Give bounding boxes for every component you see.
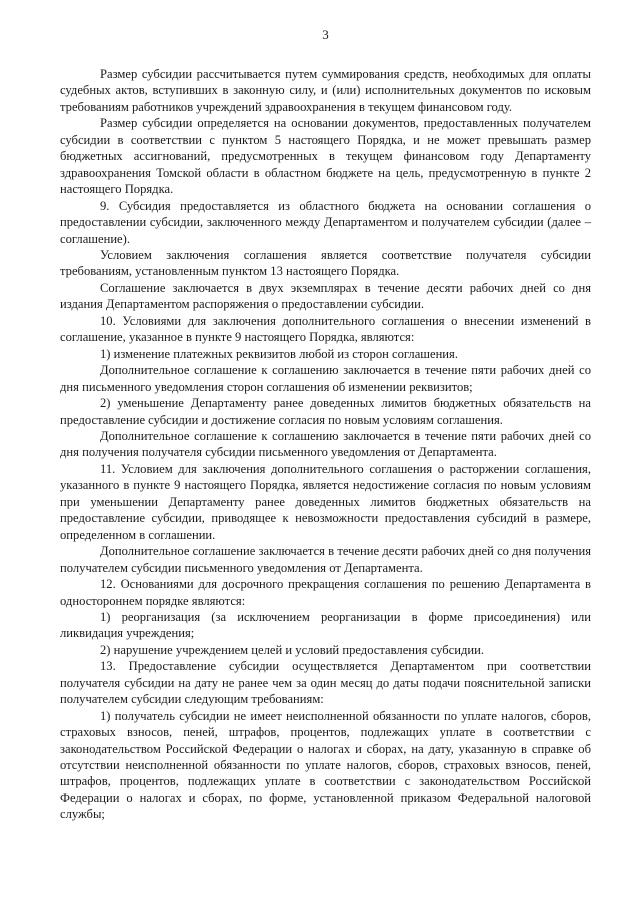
paragraph-agreement-condition: Условием заключения соглашения является соответствие получателя субсидии требованиям, установленным пунктом 13 настоящего Порядка. [60,247,591,279]
paragraph-additional-agreement-1: Дополнительное соглашение к соглашению заключается в течение пяти рабочих дней со дня письменного уведомления сторон соглашения об изменении реквизитов; [60,363,591,394]
page-number: 3 [322,27,329,42]
paragraph-clause-10: 10. Условиями для заключения дополнительного соглашения о внесении изменений в соглашение, указанное в пункте 9 настоящего Порядка, являются: [60,313,591,345]
paragraph-clause-12-item-2: 2) нарушение учреждением целей и условий предоставления субсидии. [100,642,485,657]
paragraph-additional-agreement-2: Дополнительное соглашение к соглашению заключается в течение пяти рабочих дней со дня получения получателя субсидии письменного уведомления от Департамента. [60,428,591,460]
paragraph-additional-agreement-3: Дополнительное соглашение заключается в течение десяти рабочих дней со дня получения получателем субсидии письменного уведомления от Департамента. [60,544,591,575]
paragraph-clause-13: 13. Предоставление субсидии осуществляется Департаментом при соответствии получателя субсидии на дату не ранее чем за один месяц до даты подачи пояснительной записки получателем субсидии следующим требованиям: [60,659,591,707]
paragraph-clause-12-item-1: 1) реорганизация (за исключением реорганизации в форме присоединения) или ликвидация учреждения; [60,609,591,641]
paragraph-agreement-copies: Соглашение заключается в двух экземплярах в течение десяти рабочих дней со дня издания Департаментом распоряжения о предоставлении субсидии. [60,280,591,312]
paragraph-clause-10-item-1: 1) изменение платежных реквизитов любой из сторон соглашения. [100,346,458,361]
paragraph-clause-12: 12. Основаниями для досрочного прекращения соглашения по решению Департамента в одностороннем порядке являются: [60,577,591,608]
paragraph-subsidy-calculation: Размер субсидии рассчитывается путем суммирования средств, необходимых для оплаты судебных актов, вступивших в законную силу, и (или) исполнительных документов по исковым требованиям работников учреждений здравоохранения в текущем финансовом году. [60,67,591,114]
document-page [60,26,591,823]
paragraph-subsidy-size: Размер субсидии определяется на основании документов, предоставленных получателем субсидии в соответствии с пунктом 5 настоящего Порядка, и не может превышать размер бюджетных ассигнований, предусмотренных в текущем финансовом году Департаменту здравоохранения Томской области в областном бюджете на цель, предусмотренную в пункте 2 настоящего Порядка. [60,116,591,197]
paragraph-clause-10-item-2: 2) уменьшение Департаменту ранее доведенных лимитов бюджетных обязательств на предоставление субсидии и достижение согласия по новым условиям соглашения. [60,396,591,427]
paragraph-clause-11: 11. Условием для заключения дополнительного соглашения о расторжении соглашения, указанного в пункте 9 настоящего Порядка, является недостижение согласия по новым условиям при уменьшении Департаменту ранее доведенных лимитов бюджетных обязательств на предоставление субсидии, приводящее к невозможности предоставления субсидий в размере, определенном в соглашении. [60,461,591,542]
paragraph-clause-9: 9. Субсидия предоставляется из областного бюджета на основании соглашения о предоставлении субсидии, заключенного между Департаментом и получателем субсидии (далее – соглашение). [60,198,591,246]
paragraph-clause-13-item-1: 1) получатель субсидии не имеет неисполненной обязанности по уплате налогов, сборов, страховых взносов, пеней, штрафов, процентов, подлежащих уплате в соответствии с законодательством Российской Федерации о налогах и сборах, на дату, указанную в справке об отсутствии неисполненной обязанности по уплате налогов, сборов, страховых взносов, пеней, штрафов, процентов, подлежащих уплате в соответствии с законодательством Российской Федерации о налогах и сборах, по форме, установленной приказом Федеральной налоговой службы; [60,708,591,822]
